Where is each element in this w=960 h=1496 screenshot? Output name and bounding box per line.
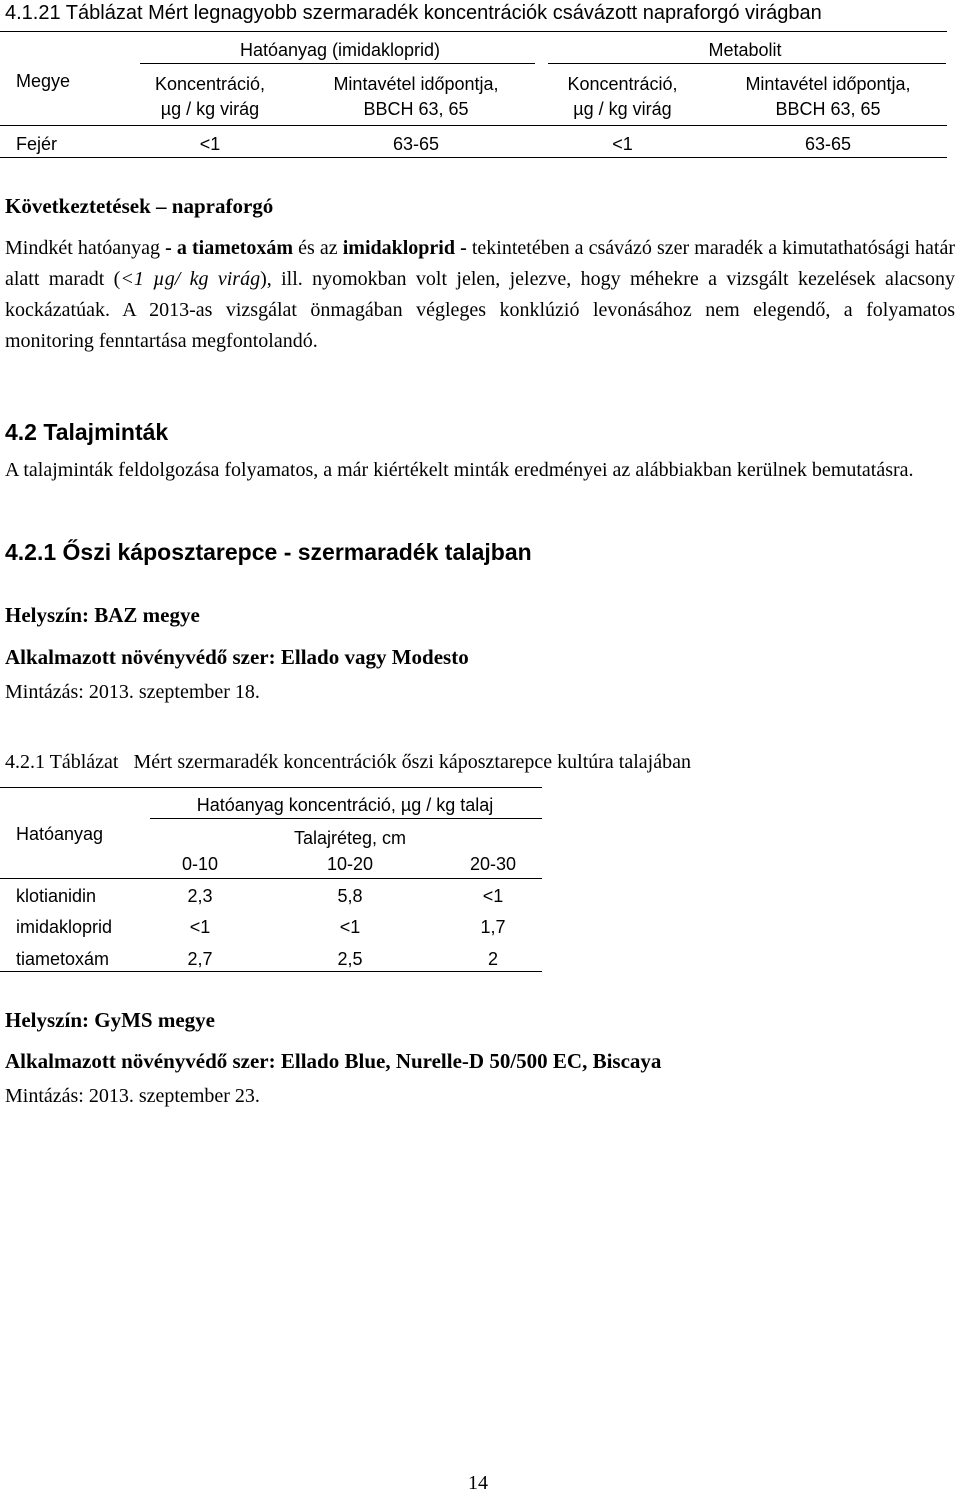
table2-header-hatoanyag: Hatóanyag bbox=[16, 824, 104, 844]
table2-top-rule bbox=[0, 787, 542, 788]
table1-group-rule-left bbox=[140, 63, 535, 64]
table1-header-conc1: Koncentráció, µg / kg virág bbox=[154, 74, 266, 119]
table2-row-name: imidakloprid bbox=[16, 917, 113, 937]
table1-row-megye: Fejér bbox=[16, 134, 58, 154]
table2-cell: <1 bbox=[189, 917, 211, 937]
table1-group-active: Hatóanyag (imidakloprid) bbox=[239, 40, 441, 60]
table2-cell: 1,7 bbox=[480, 917, 506, 937]
table1-row-time1: 63-65 bbox=[392, 134, 440, 154]
table1-row-conc1: <1 bbox=[199, 134, 221, 154]
table1-bottom-rule bbox=[0, 157, 947, 158]
table1-header-time1: Mintavétel időpontja, BBCH 63, 65 bbox=[333, 74, 499, 119]
table2-cell: 2,5 bbox=[337, 949, 363, 969]
site2-location: Helyszín: GyMS megye bbox=[5, 1008, 215, 1032]
conclusions-heading: Következtetések – napraforgó bbox=[5, 194, 274, 218]
section-4-2-text: A talajminták feldolgozása folyamatos, a már kiértékelt minták eredményei az alábbiakban kerülnek bemutatásra. bbox=[5, 459, 914, 481]
conclusions-paragraph: Mindkét hatóanyag - a tiametoxám és az imidakloprid - tekintetében a csávázó szer maradék a kimutathatósági határ alatt maradt (<1 µg/ kg virág), ill. nyomokban volt jelen, jelezve, hogy méhekre a vizsgált kezelések alacsony kockázatúak. A 2013-as vizsgálat önmagában végleges konklúzió levonásához nem elegendő, a folyamatos monitoring fenntartása megfontolandó. bbox=[5, 237, 955, 352]
table2-layer-10-20: 10-20 bbox=[326, 854, 374, 874]
table1-row-conc2: <1 bbox=[612, 134, 633, 154]
table2-header-rule bbox=[0, 878, 542, 879]
table2-group-header: Hatóanyag koncentráció, µg / kg talaj bbox=[196, 795, 494, 815]
table2-caption: 4.2.1 Táblázat Mért szermaradék koncentrációk őszi káposztarepce kultúra talajában bbox=[5, 751, 691, 773]
table2-cell: 2 bbox=[487, 949, 498, 969]
table2-row-name: tiametoxám bbox=[16, 949, 110, 969]
table1-group-rule-right bbox=[548, 63, 946, 64]
page-number: 14 bbox=[468, 1472, 488, 1494]
table2-group-rule bbox=[150, 818, 542, 819]
table2-cell: 5,8 bbox=[337, 886, 363, 906]
table1-top-rule bbox=[0, 31, 947, 32]
section-4-2-heading: 4.2 Talajminták bbox=[5, 419, 169, 445]
table2-cell: <1 bbox=[339, 917, 361, 937]
table2-row-name: klotianidin bbox=[16, 886, 97, 906]
site1-sampling: Mintázás: 2013. szeptember 18. bbox=[5, 681, 260, 703]
table1-row-time2: 63-65 bbox=[804, 134, 852, 154]
site2-sampling: Mintázás: 2013. szeptember 23. bbox=[5, 1085, 260, 1107]
table2-cell: 2,3 bbox=[187, 886, 213, 906]
site1-product: Alkalmazott növényvédő szer: Ellado vagy Modesto bbox=[5, 645, 469, 669]
table1-group-metabolite: Metabolit bbox=[708, 40, 782, 60]
section-4-2-1-heading: 4.2.1 Őszi káposztarepce - szermaradék talajban bbox=[5, 539, 532, 565]
table2-cell: 2,7 bbox=[187, 949, 213, 969]
table1-caption: 4.1.21 Táblázat Mért legnagyobb szermaradék koncentrációk csávázott napraforgó virágban bbox=[5, 2, 822, 24]
table1-header-conc2: Koncentráció, µg / kg virág bbox=[567, 74, 678, 119]
site2-product: Alkalmazott növényvédő szer: Ellado Blue, Nurelle-D 50/500 EC, Biscaya bbox=[5, 1049, 662, 1073]
table1-header-time2: Mintavétel időpontja, BBCH 63, 65 bbox=[745, 74, 911, 119]
table1-header-rule bbox=[0, 125, 947, 126]
table2-layer-header: Talajréteg, cm bbox=[293, 828, 407, 848]
table2-layer-0-10: 0-10 bbox=[181, 854, 219, 874]
site1-location: Helyszín: BAZ megye bbox=[5, 603, 200, 627]
table1-header-megye: Megye bbox=[16, 71, 71, 91]
table2-layer-20-30: 20-30 bbox=[469, 854, 517, 874]
table2-cell: <1 bbox=[482, 886, 504, 906]
table2-bottom-rule bbox=[0, 971, 542, 972]
